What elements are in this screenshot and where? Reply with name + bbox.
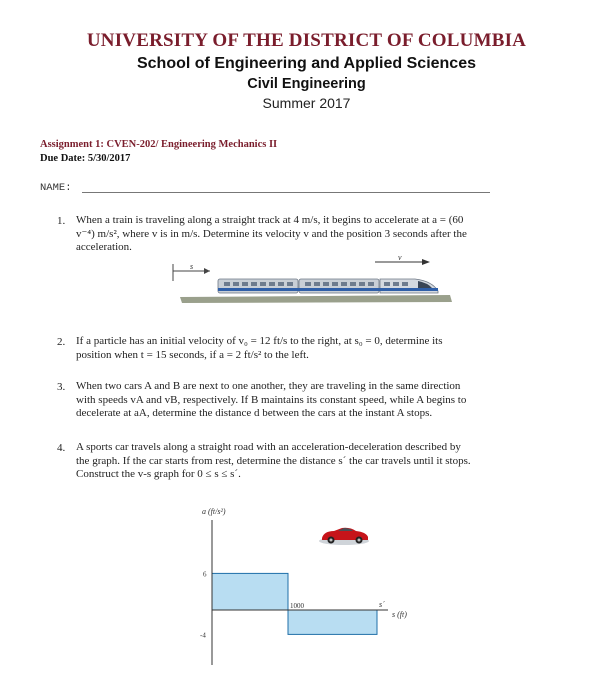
department-title: Civil Engineering — [247, 76, 366, 92]
v-label: v — [398, 255, 402, 262]
school-title: School of Engineering and Applied Sciences — [136, 55, 476, 72]
x-tick-label: s´ — [379, 600, 385, 609]
question-line: When a train is traveling along a straight track at 4 m/s, it begins to accelerate at a = (60 — [76, 214, 464, 226]
question-line: with speeds vA and vB, respectively. If B maintains its constant speed, while A begins to — [76, 393, 467, 406]
name-field-line[interactable] — [82, 192, 490, 193]
chart-segment-1 — [212, 573, 288, 610]
y-tick-label: 6 — [203, 570, 207, 579]
acceleration-position-chart — [190, 500, 430, 675]
term-label: Summer 2017 — [262, 95, 351, 111]
question-line: position when t = 15 seconds, if a = 2 ft/s² to the left. — [76, 348, 309, 361]
train-figure — [170, 255, 455, 305]
question-line: decelerate at aA, determine the distance d between the cars at the instant A stops. — [76, 407, 433, 419]
question-number: 2. — [57, 336, 66, 348]
question-line: acceleration. — [76, 241, 132, 253]
assignment-title: Assignment 1: CVEN-202/ Engineering Mechanics II — [40, 139, 278, 150]
question-line: v⁻⁴) m/s², where v is in m/s. Determine its velocity v and the position 3 seconds after the — [76, 227, 467, 240]
track-icon — [180, 295, 452, 303]
sports-car-icon — [319, 528, 369, 545]
question-3-text — [76, 380, 544, 421]
s-arrow-icon — [204, 268, 210, 274]
question-number: 4. — [57, 442, 66, 454]
chart-segment-2 — [288, 610, 377, 634]
question-line: A sports car travels along a straight road with an acceleration-deceleration described by — [76, 441, 461, 453]
university-title: UNIVERSITY OF THE DISTRICT OF COLUMBIA — [86, 30, 527, 51]
name-label: NAME: — [40, 182, 72, 194]
chart-ylabel: a (ft/s²) — [202, 507, 226, 516]
chart-xlabel: s (ft) — [392, 610, 407, 619]
question-line: the graph. If the car starts from rest, determine the distance s´ the car travels until it stops. — [76, 454, 471, 467]
s-label: s — [190, 262, 194, 271]
x-tick-label: 1000 — [290, 602, 304, 610]
y-tick-label: -4 — [200, 631, 206, 640]
question-line: If a particle has an initial velocity of v₀ = 12 ft/s to the right, at s₀ = 0, determine its — [76, 335, 443, 347]
question-4-text — [76, 441, 544, 482]
due-date: Due Date: 5/30/2017 — [40, 153, 131, 164]
question-2-text — [76, 335, 544, 362]
v-arrow-icon — [422, 259, 430, 265]
question-number: 1. — [57, 215, 66, 227]
question-line: When two cars A and B are next to one another, they are traveling in the same direction — [76, 380, 461, 392]
question-line: Construct the v-s graph for 0 ≤ s ≤ s´. — [76, 468, 241, 480]
question-number: 3. — [57, 381, 66, 393]
train-icon — [218, 279, 438, 293]
question-1-text — [76, 214, 544, 255]
